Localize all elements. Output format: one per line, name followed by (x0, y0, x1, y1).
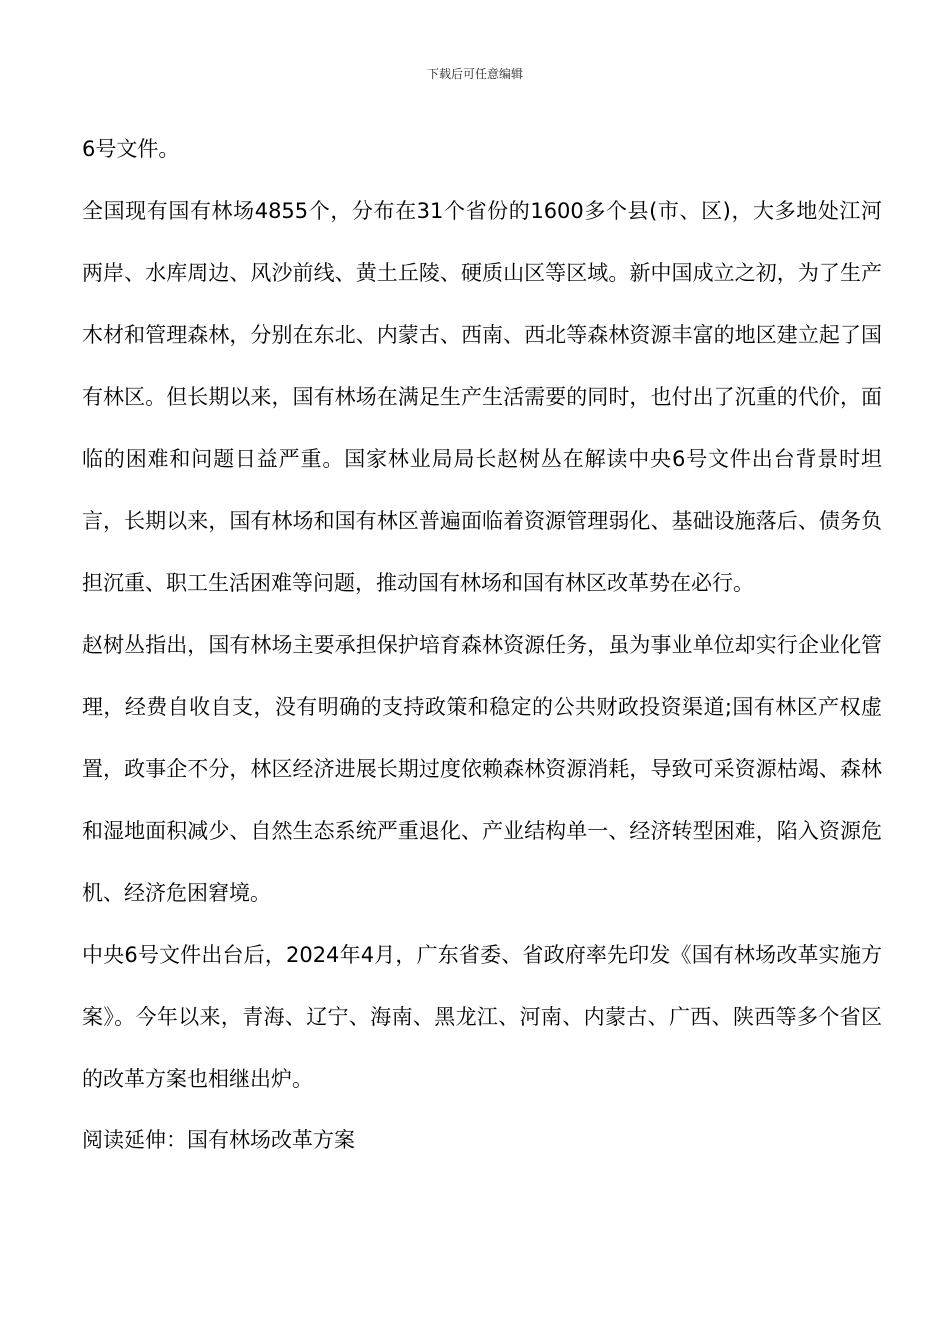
paragraph-forest-farms-overview: 全国现有国有林场4855个，分布在31个省份的1600多个县(市、区)，大多地处江河两岸、水库周边、风沙前线、黄土丘陵、硬质山区等区域。新中国成立之初，为了生产木材和管理森林，分别在东北、内蒙古、西南、西北等森林资源丰富的地区建立起了国有林区。但长期以来，国有林场在满足生产生活需要的同时，也付出了沉重的代价，面临的困难和问题日益严重。国家林业局局长赵树丛在解读中央6号文件出台背景时坦言，长期以来，国有林场和国有林区普遍面临着资源管理弱化、基础设施落后、债务负担沉重、职工生活困难等问题，推动国有林场和国有林区改革势在必行。 (82, 199, 882, 595)
page-header: 下载后可任意编辑 (426, 67, 523, 81)
document-body (82, 118, 882, 1170)
paragraph-provincial-reform-plans: 中央6号文件出台后，2024年4月，广东省委、省政府率先印发《国有林场改革实施方案》。今年以来，青海、辽宁、海南、黑龙江、河南、内蒙古、广西、陕西等多个省区的改革方案也相继出炉。 (82, 943, 882, 1091)
paragraph-further-reading: 阅读延伸：国有林场改革方案 (82, 1128, 355, 1152)
paragraph-zhao-shucong-remarks: 赵树丛指出，国有林场主要承担保护培育森林资源任务，虽为事业单位却实行企业化管理，经费自收自支，没有明确的支持政策和稳定的公共财政投资渠道;国有林区产权虚置，政事企不分，林区经济进展长期过度依赖森林资源消耗，导致可采资源枯竭、森林和湿地面积减少、自然生态系统严重退化、产业结构单一、经济转型困难，陷入资源危机、经济危困窘境。 (82, 633, 882, 905)
paragraph-opening: 6号文件。 (82, 137, 180, 161)
